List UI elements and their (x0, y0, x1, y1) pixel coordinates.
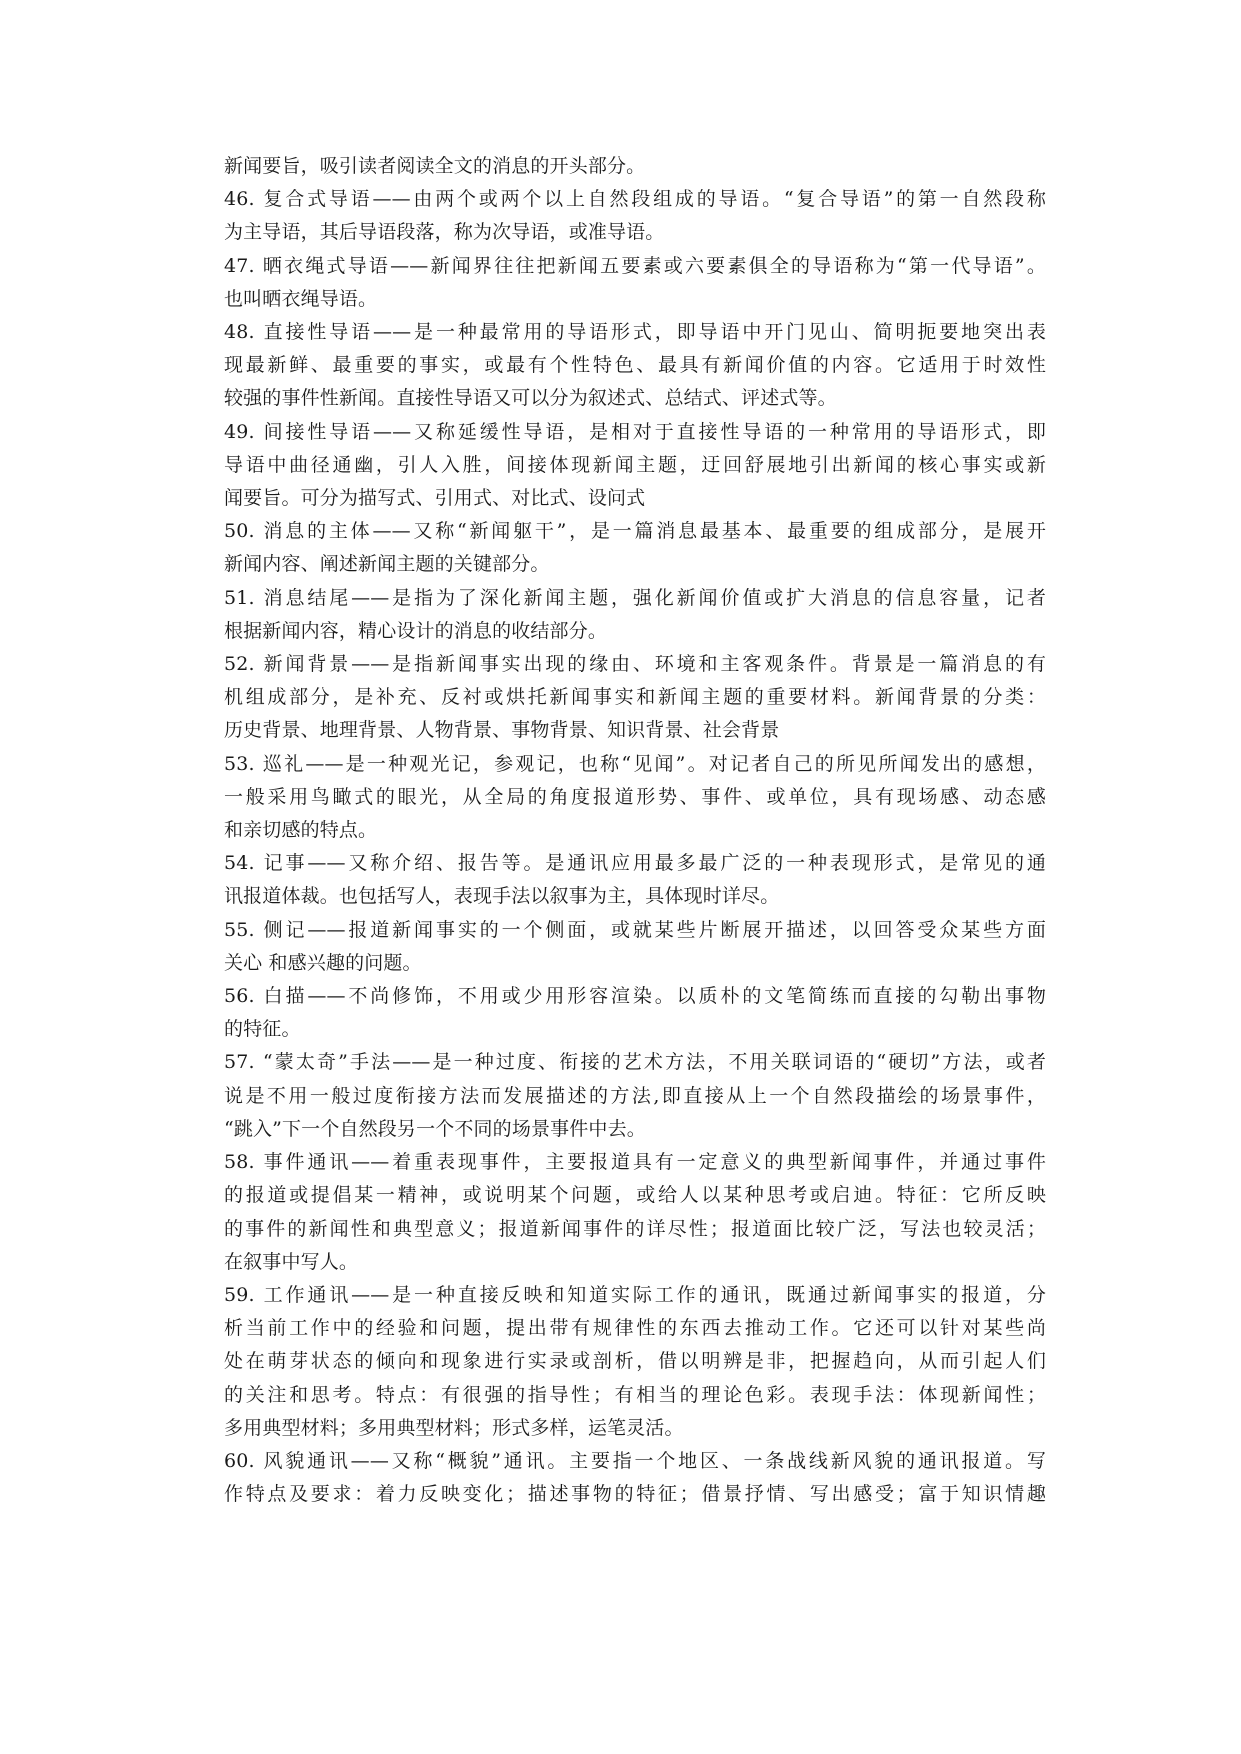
text-line: 现最新鲜、最重要的事实，或最有个性特色、最具有新闻价值的内容。它适用于时效性 (224, 354, 1046, 377)
text-line: 和亲切感的特点。 (224, 819, 378, 842)
text-line: 处在萌芽状态的倾向和现象进行实录或剖析，借以明辨是非，把握趋向，从而引起人们 (224, 1350, 1046, 1373)
text-line: 关心 和感兴趣的问题。 (224, 951, 422, 974)
text-line: 的关注和思考。特点：有很强的指导性；有相当的理论色彩。表现手法：体现新闻性； (224, 1383, 1046, 1406)
text-line: 47. 晒衣绳式导语——新闻界往往把新闻五要素或六要素俱全的导语称为“第一代导语”。 (224, 254, 1046, 277)
text-line: 49. 间接性导语——又称延缓性导语，是相对于直接性导语的一种常用的导语形式，即 (224, 420, 1046, 443)
text-line: 57. “蒙太奇”手法——是一种过度、衔接的艺术方法，不用关联词语的“硬切”方法，或者 (224, 1051, 1046, 1074)
text-line: 讯报道体裁。也包括写人，表现手法以叙事为主，具体现时详尽。 (224, 885, 780, 908)
text-line: 46. 复合式导语——由两个或两个以上自然段组成的导语。“复合导语”的第一自然段称 (224, 188, 1046, 211)
text-line: 也叫晒衣绳导语。 (224, 287, 378, 310)
text-line: 在叙事中写人。 (224, 1250, 359, 1273)
text-line: 56. 白描——不尚修饰，不用或少用形容渲染。以质朴的文笔简练而直接的勾勒出事物 (224, 985, 1046, 1008)
text-line: 53. 巡礼——是一种观光记，参观记，也称“见闻”。对记者自己的所见所闻发出的感想， (224, 752, 1046, 775)
text-line: 的报道或提倡某一精神，或说明某个问题，或给人以某种思考或启迪。特征：它所反映 (224, 1184, 1046, 1207)
text-line: “跳入”下一个自然段另一个不同的场景事件中去。 (224, 1117, 646, 1140)
text-line: 的特征。 (224, 1018, 301, 1041)
text-line: 闻要旨。可分为描写式、引用式、对比式、设问式 (224, 487, 646, 510)
text-line: 析当前工作中的经验和问题，提出带有规律性的东西去推动工作。它还可以针对某些尚 (224, 1317, 1046, 1340)
text-line: 说是不用一般过度衔接方法而发展描述的方法,即直接从上一个自然段描绘的场景事件， (224, 1084, 1046, 1107)
text-line: 的事件的新闻性和典型意义；报道新闻事件的详尽性；报道面比较广泛，写法也较灵活； (224, 1217, 1046, 1240)
text-line: 根据新闻内容，精心设计的消息的收结部分。 (224, 619, 608, 642)
text-line: 54. 记事——又称介绍、报告等。是通讯应用最多最广泛的一种表现形式，是常见的通 (224, 852, 1046, 875)
text-line: 59. 工作通讯——是一种直接反映和知道实际工作的通讯，既通过新闻事实的报道，分 (224, 1283, 1046, 1306)
text-line: 为主导语，其后导语段落，称为次导语，或准导语。 (224, 221, 665, 244)
text-line: 50. 消息的主体——又称“新闻躯干”，是一篇消息最基本、最重要的组成部分，是展开 (224, 520, 1046, 543)
document-body (224, 150, 1046, 1511)
text-line: 机组成部分，是补充、反衬或烘托新闻事实和新闻主题的重要材料。新闻背景的分类： (224, 686, 1046, 709)
text-line: 历史背景、地理背景、人物背景、事物背景、知识背景、社会背景 (224, 719, 780, 742)
text-line: 导语中曲径通幽，引人入胜，间接体现新闻主题，迂回舒展地引出新闻的核心事实或新 (224, 453, 1046, 476)
text-line: 60. 风貌通讯——又称“概貌”通讯。主要指一个地区、一条战线新风貌的通讯报道。写 (224, 1449, 1046, 1472)
text-line: 55. 侧记——报道新闻事实的一个侧面，或就某些片断展开描述，以回答受众某些方面 (224, 918, 1046, 941)
text-line: 作特点及要求：着力反映变化；描述事物的特征；借景抒情、写出感受；富于知识情趣 (224, 1483, 1046, 1506)
text-line: 51. 消息结尾——是指为了深化新闻主题，强化新闻价值或扩大消息的信息容量，记者 (224, 586, 1046, 609)
text-line: 新闻要旨，吸引读者阅读全文的消息的开头部分。 (224, 155, 646, 177)
text-line: 一般采用鸟瞰式的眼光，从全局的角度报道形势、事件、或单位，具有现场感、动态感 (224, 785, 1046, 808)
text-line: 58. 事件通讯——着重表现事件，主要报道具有一定意义的典型新闻事件，并通过事件 (224, 1151, 1046, 1174)
text-line: 52. 新闻背景——是指新闻事实出现的缘由、环境和主客观条件。背景是一篇消息的有 (224, 653, 1046, 676)
text-line: 多用典型材料；多用典型材料；形式多样，运笔灵活。 (224, 1416, 684, 1439)
text-line: 48. 直接性导语——是一种最常用的导语形式，即导语中开门见山、简明扼要地突出表 (224, 321, 1046, 344)
text-line: 较强的事件性新闻。直接性导语又可以分为叙述式、总结式、评述式等。 (224, 387, 837, 410)
text-line: 新闻内容、阐述新闻主题的关键部分。 (224, 553, 550, 576)
